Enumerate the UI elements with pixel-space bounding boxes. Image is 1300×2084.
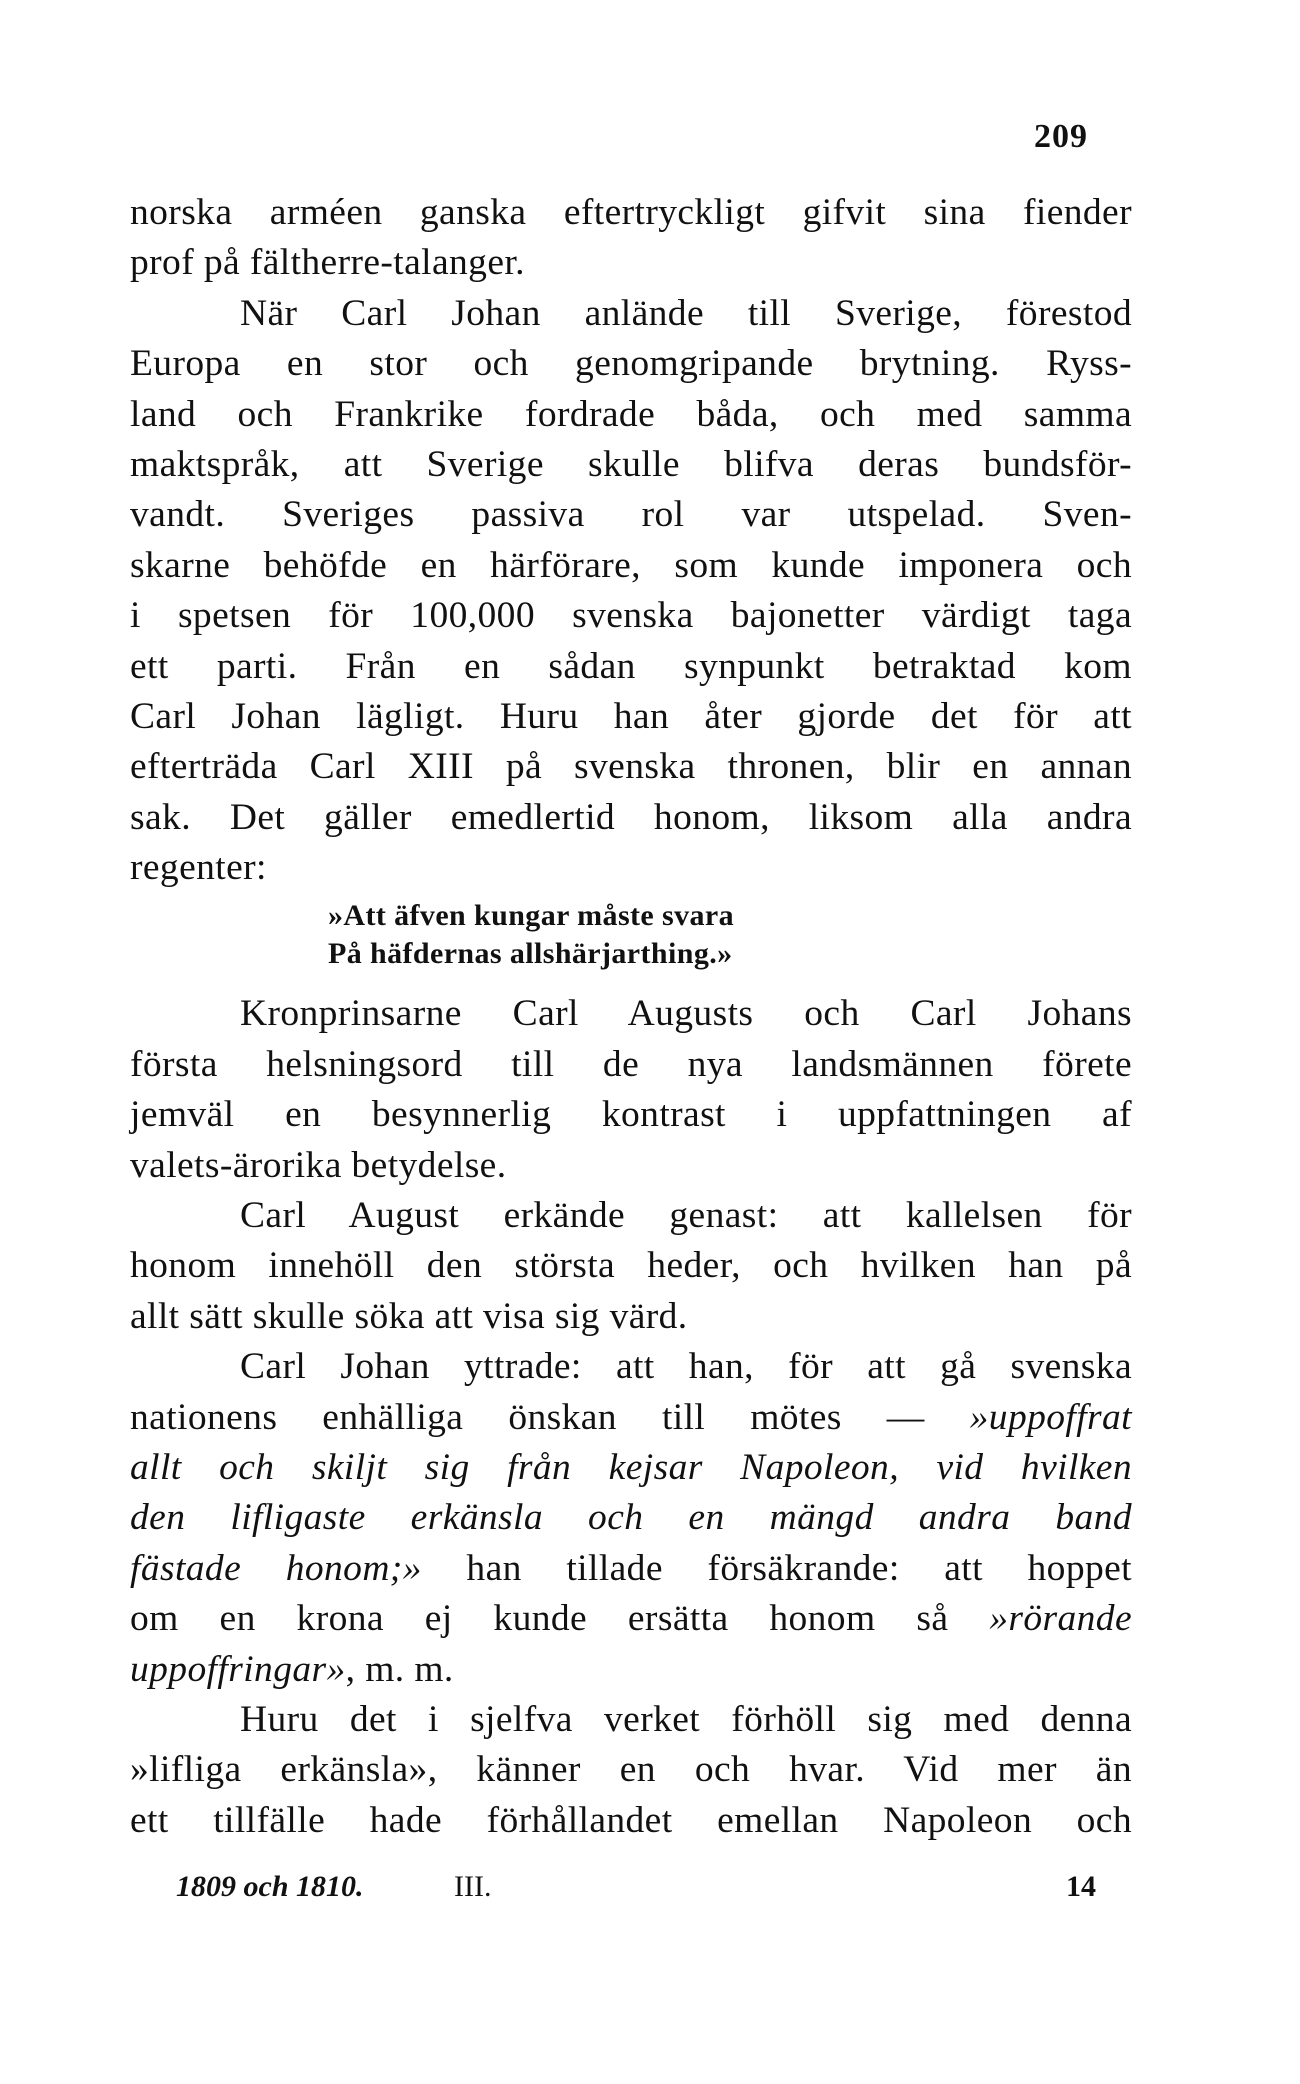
text-line: allt sätt skulle söka att visa sig värd. [130,1295,688,1337]
footer-signature: 14 [1066,1870,1096,1903]
text-line: ett parti. Från en sådan synpunkt betraktad kom [130,645,1132,687]
text-line: maktspråk, att Sverige skulle blifva deras bundsför- [130,443,1132,485]
text-line: jemväl en besynnerlig kontrast i uppfattningen af [130,1094,1132,1136]
text-line: Carl Johan yttrade: att han, för att gå svenska [240,1346,1132,1388]
text-segment: om en krona ej kunde ersätta honom så [130,1598,990,1640]
text-line: första helsningsord till de nya landsmännen förete [130,1043,1132,1085]
text-line: valets-ärorika betydelse. [130,1144,507,1186]
text-segment: , m. m. [345,1648,454,1690]
quote-line: »Att äfven kungar måste svara [328,899,735,933]
text-segment: nationens enhälliga önskan till mötes — [130,1396,970,1438]
quote-line: På häfdernas allshärjarthing.» [328,937,733,971]
italic-quote: »rörande [989,1598,1132,1640]
text-line: Huru det i sjelfva verket förhöll sig med denna [240,1698,1132,1740]
footer-volume: III. [454,1870,492,1903]
italic-quote-line: den lifligaste erkänsla och en mängd andra band [130,1497,1132,1539]
footer-title: 1809 och 1810. [176,1870,364,1903]
text-line: regenter: [130,847,267,889]
text-segment: han tillade försäkrande: att hoppet [421,1547,1132,1589]
body-text [130,188,1132,1846]
text-line: Carl August erkände genast: att kallelsen för [240,1195,1132,1237]
text-line [130,1645,1132,1695]
italic-quote: »uppoffrat [969,1396,1132,1438]
text-line: skarne behöfde en härförare, som kunde imponera och [130,544,1132,586]
text-line: vandt. Sveriges passiva rol var utspelad. Sven- [130,494,1132,536]
text-line: sak. Det gäller emedlertid honom, liksom alla andra [130,796,1132,838]
text-line [130,1594,1132,1644]
verse-quote [328,897,1132,973]
italic-quote: uppoffringar» [130,1648,346,1690]
text-line: Kronprinsarne Carl Augusts och Carl Johans [240,993,1132,1035]
text-line: land och Frankrike fordrade båda, och med samma [130,393,1132,435]
text-line: honom innehöll den största heder, och hvilken han på [130,1245,1132,1287]
text-line [130,1544,1132,1594]
italic-quote: fästade honom;» [130,1547,422,1589]
page-number: 209 [1034,118,1088,155]
italic-quote-line: allt och skiljt sig från kejsar Napoleon, vid hvilken [130,1446,1132,1488]
text-line: norska arméen ganska eftertryckligt gifvit sina fiender [130,192,1132,233]
text-line: ett tillfälle hade förhållandet emellan Napoleon och [130,1799,1132,1841]
text-line: prof på fältherre-talanger. [130,242,525,284]
text-line: Carl Johan lägligt. Huru han åter gjorde det för att [130,695,1132,737]
text-line: efterträda Carl XIII på svenska thronen, blir en annan [130,746,1132,788]
text-line: När Carl Johan anlände till Sverige, förestod [240,292,1132,334]
text-line: Europa en stor och genomgripande brytning. Ryss- [130,343,1132,385]
text-line: i spetsen för 100,000 svenska bajonetter värdigt taga [130,595,1132,637]
text-line [130,1393,1132,1443]
text-line: »lifliga erkänsla», känner en och hvar. Vid mer än [130,1749,1132,1791]
